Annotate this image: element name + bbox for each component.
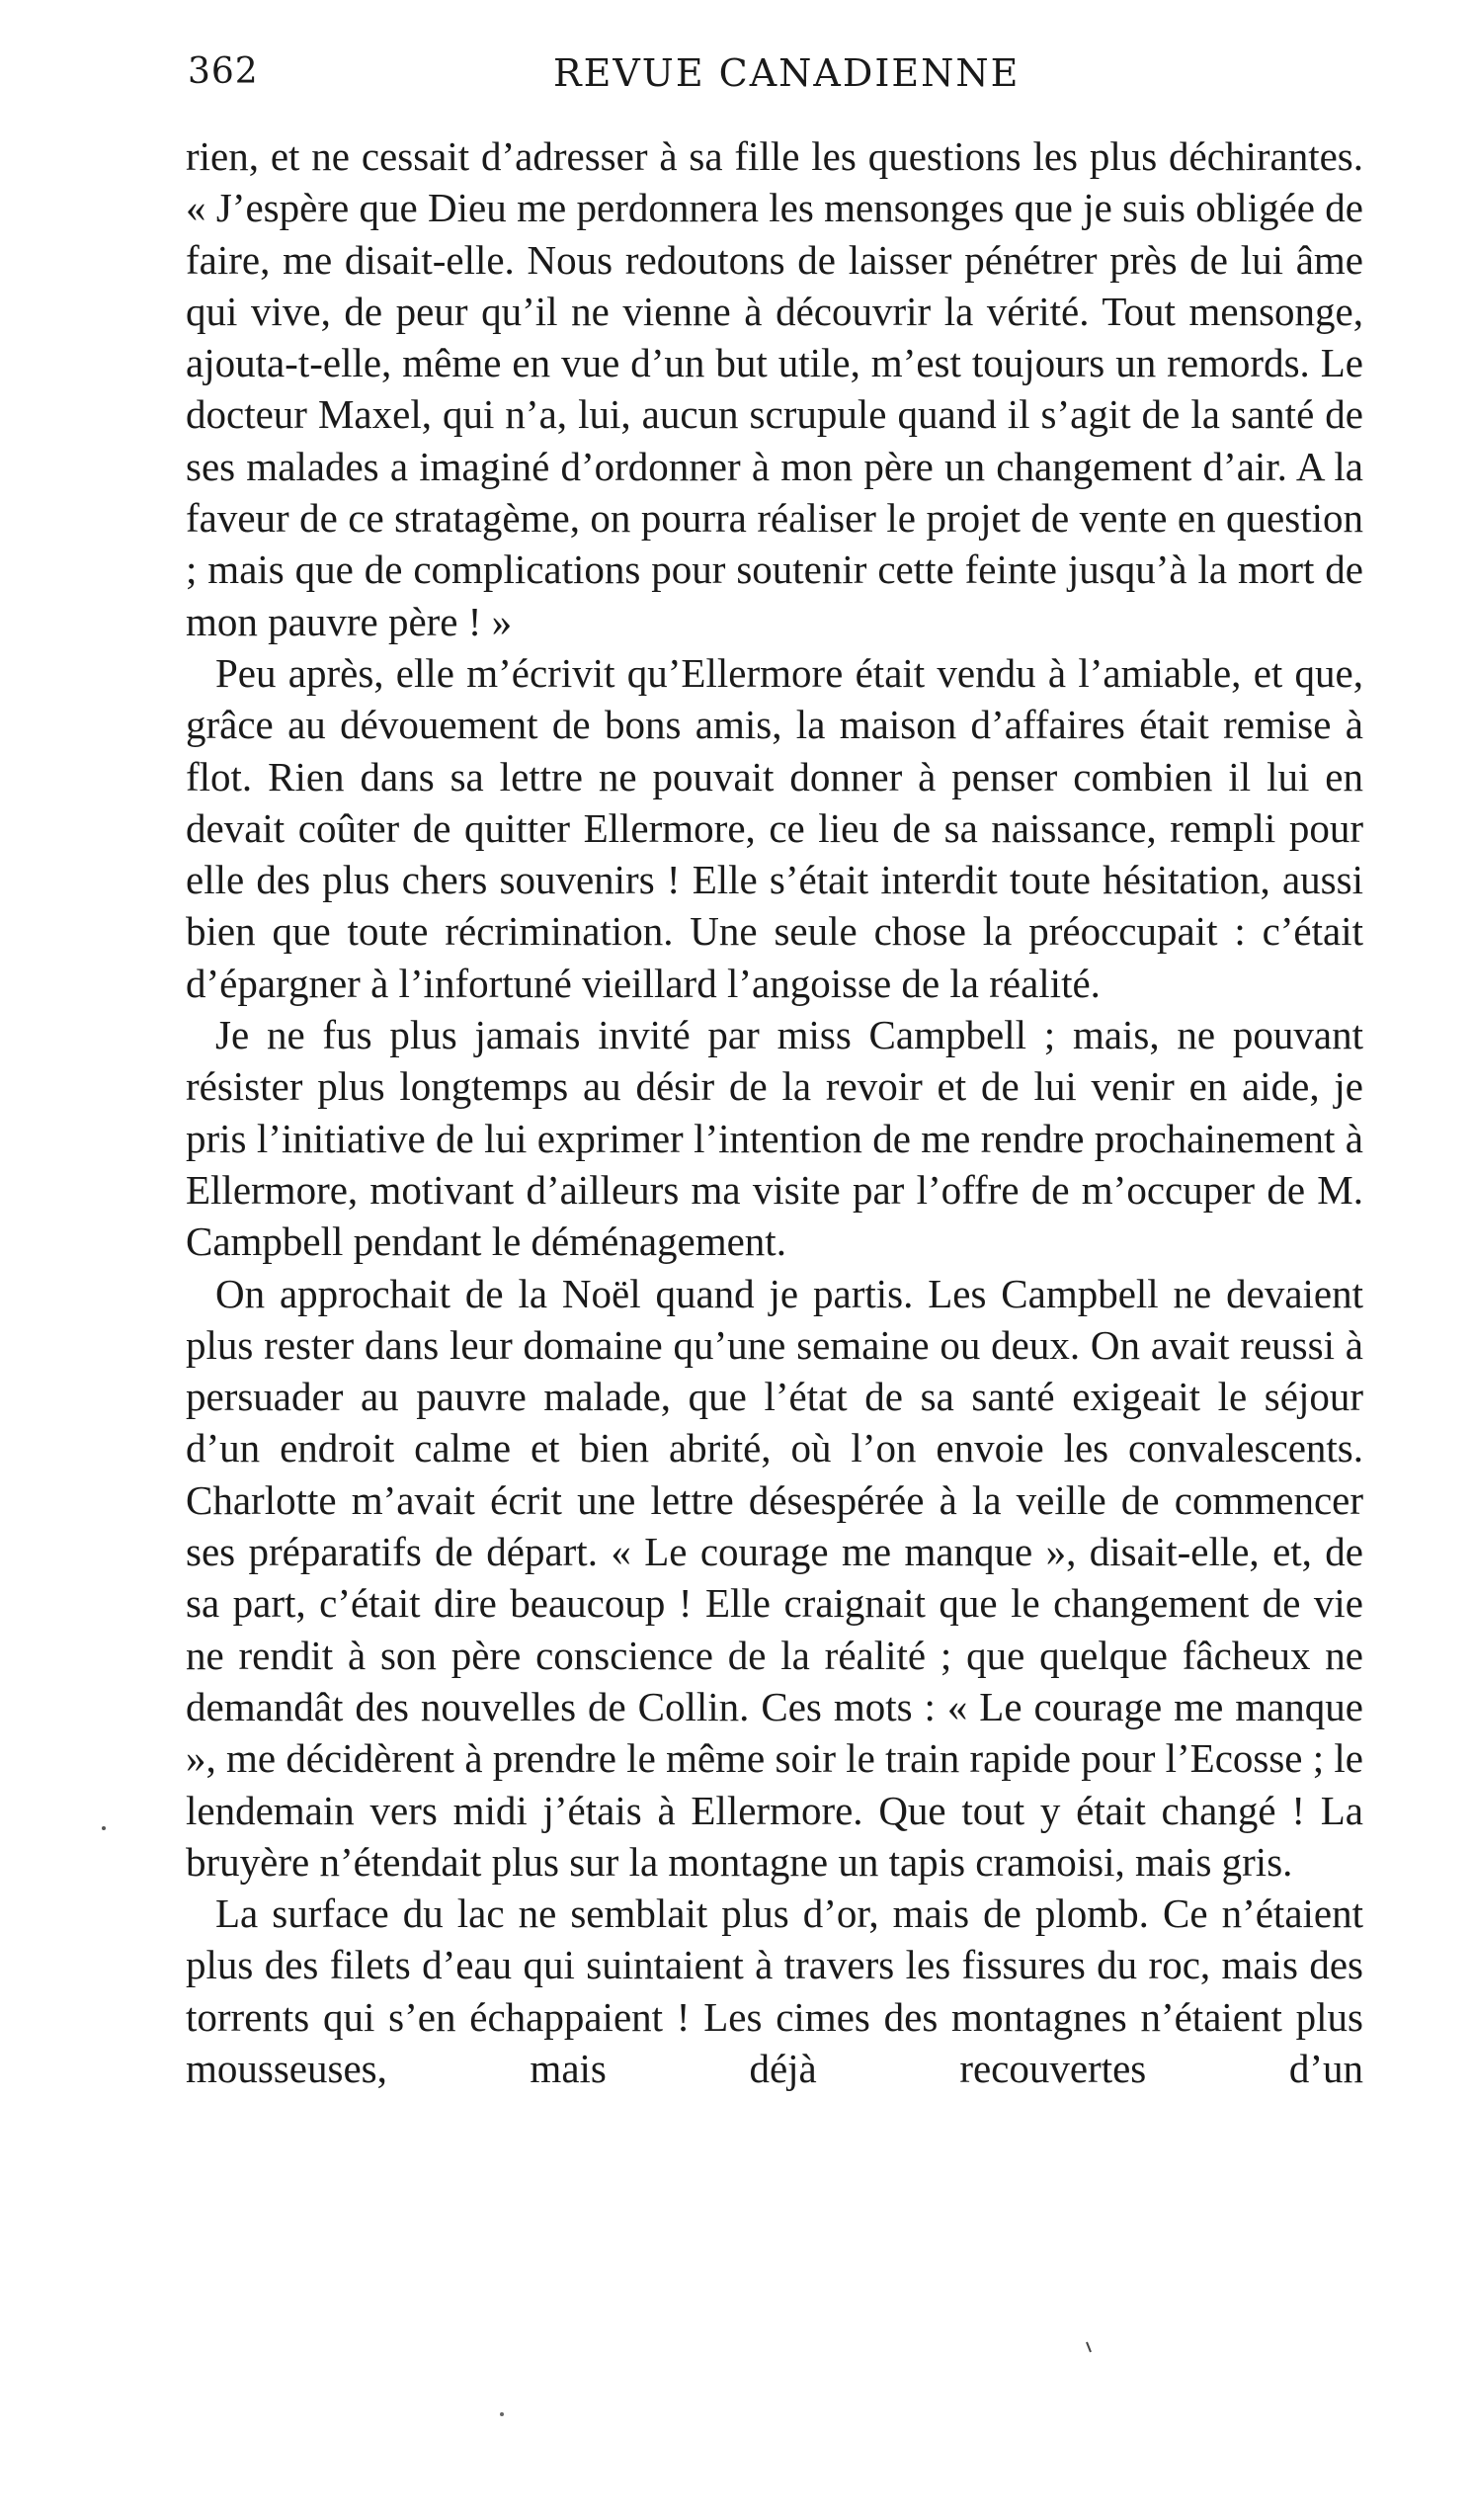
paragraph-4: On approchait de la Noël quand je partis. Les Campbell ne devaient plus rester dans leur domaine qu’une semaine ou deux. On avait reussi à persuader au pauvre malade, que l’état de sa santé exigeait le séjour d’un endroit calme et bien abrité, où l’on envoie les convalescents. Charlotte m’avait écrit une lettre désespérée à la veille de commencer ses préparatifs de départ. « Le courage me manque », disait-elle, et, de sa part, c’était dire beaucoup ! Elle craignait que le changement de vie ne rendit à son père conscience de la réalité ; que quelque fâcheux ne demandât des nouvelles de Collin. Ces mots : « Le courage me manque », me décidèrent à prendre le même soir le train rapide pour l’Ecosse ; le lendemain vers midi j’étais à Ellermore. Que tout y était changé ! La bruyère n’étendait plus sur la montagne un tapis cramoisi, mais gris. [186, 1270, 1363, 1885]
running-head [188, 51, 1373, 111]
ink-speck [500, 2412, 504, 2416]
paragraph-2: Peu après, elle m’écrivit qu’Ellermore était vendu à l’amiable, et que, grâce au dévouement de bons amis, la maison d’affaires était remise à flot. Rien dans sa lettre ne pouvait donner à penser combien il lui en devait coûter de quitter Ellermore, ce lieu de sa naissance, rempli pour elle des plus chers souvenirs ! Elle s’était interdit toute hésitation, aussi bien que toute récrimination. Une seule chose la préoccupait : c’était d’épargner à l’infortuné vieillard l’angoisse de la réalité. [186, 649, 1363, 1006]
paragraph-3: Je ne fus plus jamais invité par miss Campbell ; mais, ne pouvant résister plus longtemps au désir de la revoir et de lui venir en aide, je pris l’initiative de lui exprimer l’intention de me rendre prochainement à Ellermore, motivant d’ailleurs ma visite par l’offre de m’occuper de M. Campbell pendant le déménagement. [186, 1012, 1363, 1265]
paragraph-5: La surface du lac ne semblait plus d’or, mais de plomb. Ce n’étaient plus des filets d’eau qui suintaient à travers les fissures du roc, mais des torrents qui s’en échappaient ! Les cimes des montagnes n’étaient plus mousseuses, mais déjà recouvertes d’un [186, 1890, 1363, 2091]
journal-title: REVUE CANADIENNE [553, 51, 1021, 95]
page-number: 362 [188, 51, 259, 92]
paragraph-1: rien, et ne cessait d’adresser à sa fille les questions les plus déchirantes. « J’espère que Dieu me perdonnera les mensonges que je suis obligée de faire, me disait-elle. Nous redoutons de laisser pénétrer près de lui âme qui vive, de peur qu’il ne vienne à découvrir la vérité. Tout mensonge, ajouta-t-elle, même en vue d’un but utile, m’est toujours un remords. Le docteur Maxel, qui n’a, lui, aucun scrupule quand il s’agit de la santé de ses malades a imaginé d’ordonner à mon père un changement d’air. A la faveur de ce stratagème, on pourra réaliser le projet de vente en question ; mais que de complications pour soutenir cette feinte jusqu’à la mort de mon pauvre père ! » [186, 133, 1363, 644]
ink-speck [1087, 2342, 1091, 2352]
ink-speck [102, 1826, 106, 1830]
body-text [186, 130, 1363, 2094]
